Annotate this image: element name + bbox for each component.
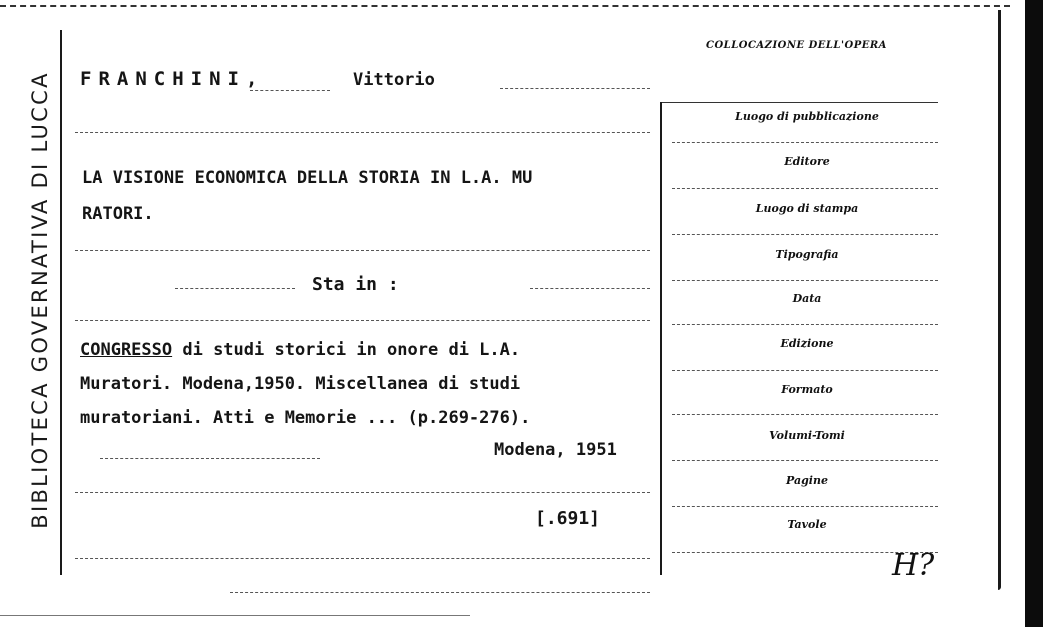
scan-border [1025,0,1043,627]
field-divider [672,234,938,235]
field-divider [672,324,938,325]
author-surname: FRANCHINI, [80,68,265,90]
field-divider [672,142,938,143]
source-line-2: Muratori. Modena,1950. Miscellanea di studi [80,374,521,394]
divider [230,592,650,593]
divider [75,132,650,133]
library-stamp-text: BIBLIOTECA GOVERNATIVA DI LUCCA [28,71,52,529]
field-label-edition: Edizione [780,337,834,350]
divider [175,288,295,289]
field-divider [672,370,938,371]
left-margin-rule [60,30,62,575]
field-label-place-of-printing: Luogo di stampa [755,202,859,215]
field-divider [672,460,938,461]
divider [500,88,650,89]
field-label-pages: Pagine [786,474,828,487]
field-divider [672,280,938,281]
divider [75,558,650,559]
divider [530,288,650,289]
field-label-date: Data [792,292,822,305]
field-label-volumes: Volumi-Tomi [769,429,845,442]
title-line-2: RATORI. [82,204,154,224]
author-name: Vittorio [353,70,435,90]
divider [75,492,650,493]
divider [250,90,330,91]
field-label-place-of-publication: Luogo di pubblicazione [735,110,879,123]
field-label-plates: Tavole [787,518,827,531]
source-line-3: muratoriani. Atti e Memorie ... (p.269-276). [80,408,531,428]
source-line-1 [80,340,520,360]
sta-in-label: Sta in : [312,274,399,295]
source-underlined-word: CONGRESSO [80,340,173,360]
handwritten-mark: H? [892,548,935,583]
divider [100,458,320,459]
field-label-publisher: Editore [784,155,830,168]
card-right-edge [998,10,1001,590]
card-bottom-edge [0,615,470,616]
source-line-1-rest: di studi storici in onore di L.A. [172,340,521,360]
field-divider [672,188,938,189]
field-label-format: Formato [781,383,833,396]
source-place-year: Modena, 1951 [494,440,617,460]
field-label-printer: Tipografia [775,248,839,261]
field-divider [672,506,938,507]
title-line-1: LA VISIONE ECONOMICA DELLA STORIA IN L.A. MU [82,168,533,188]
divider [75,320,650,321]
field-divider [672,414,938,415]
card-top-edge [0,5,1010,7]
divider [75,250,650,251]
collocation-header: COLLOCAZIONE DELL'OPERA [706,40,887,51]
collocation-top-rule [662,102,938,103]
call-number: [.691] [535,508,601,529]
